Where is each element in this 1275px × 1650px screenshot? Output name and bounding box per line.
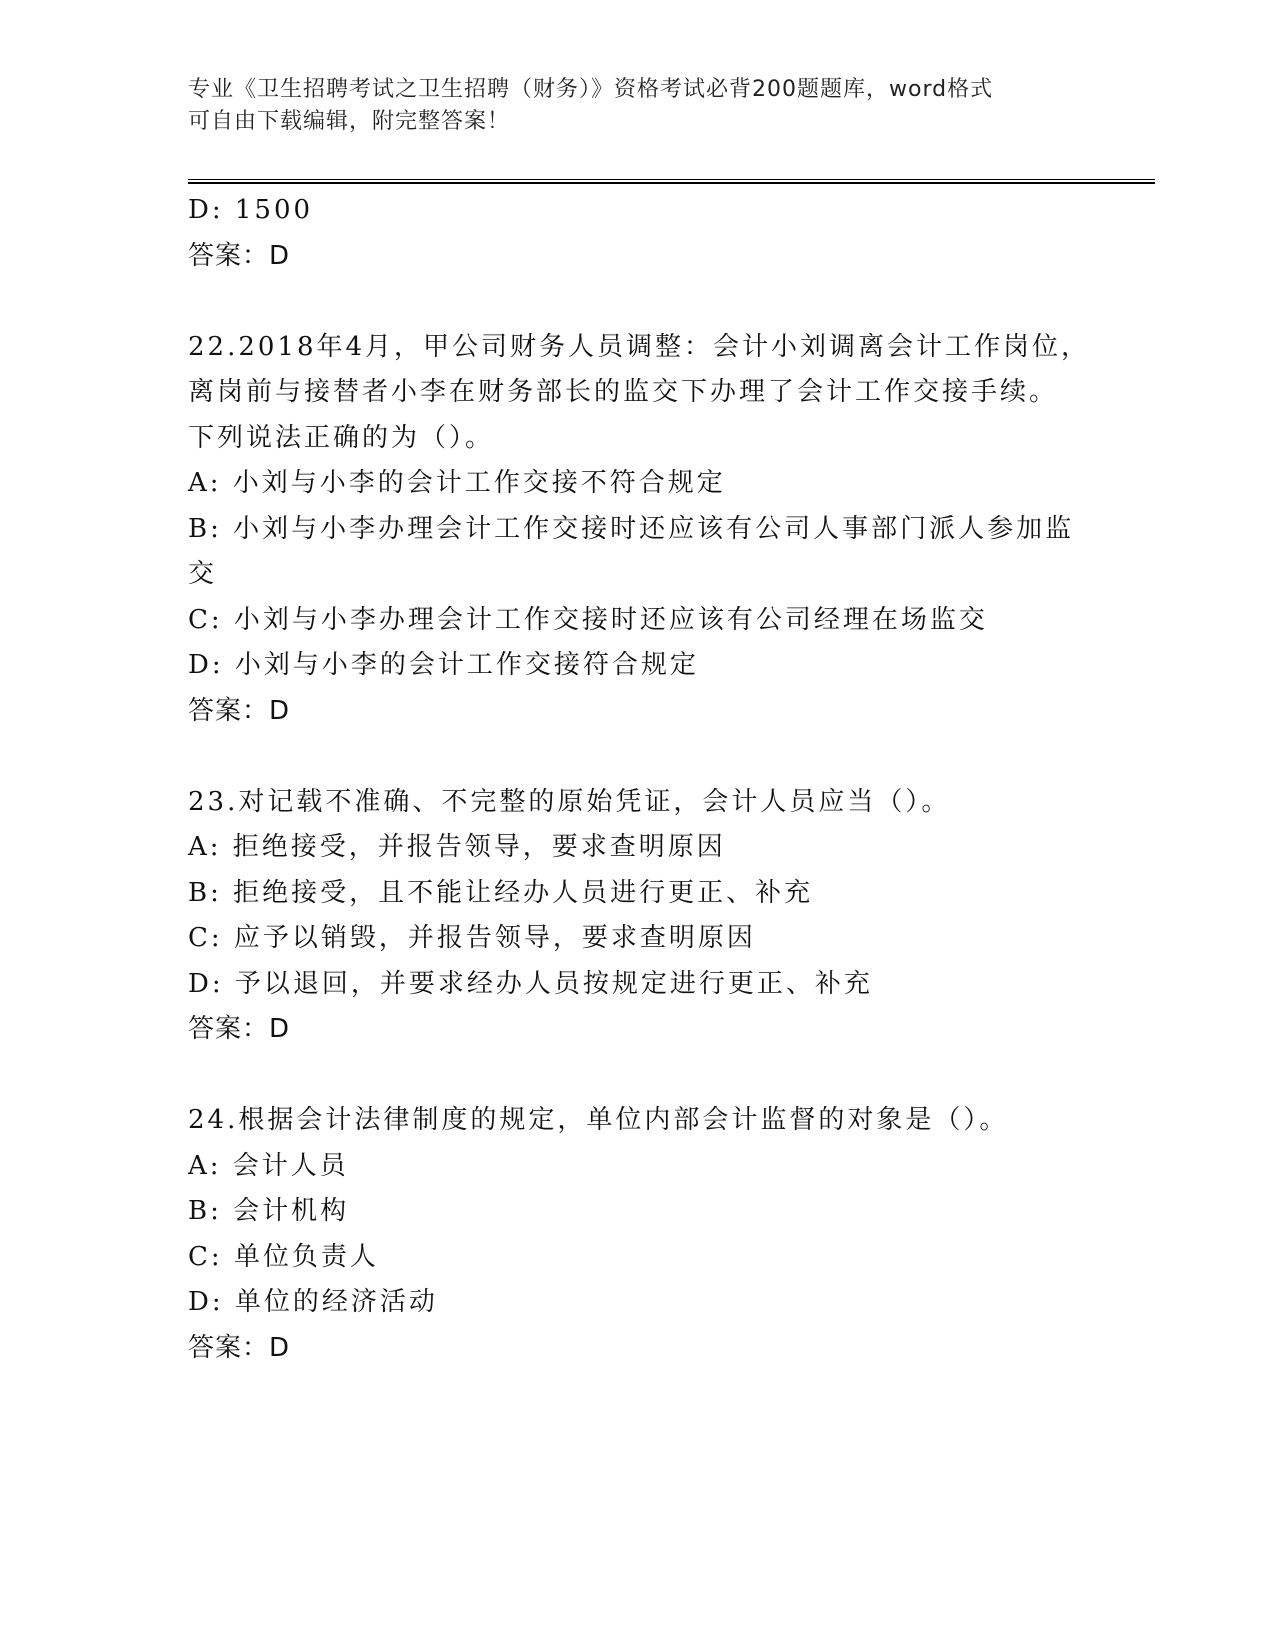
question-stem-line: 24.根据会计法律制度的规定，单位内部会计监督的对象是（）。	[188, 1105, 1009, 1135]
question-stem-line: 下列说法正确的为（）。	[188, 422, 495, 453]
question-option-a: A: 拒绝接受，并报告领导，要求查明原因	[188, 832, 726, 862]
previous-question-answer: 答案：D	[188, 240, 291, 271]
spacer	[188, 1053, 1088, 1099]
header-line-1: 专业《卫生招聘考试之卫生招聘（财务）》资格考试必背200题题库，word格式	[188, 77, 994, 102]
previous-question-option-d: D: 1500	[188, 195, 314, 225]
spacer	[188, 734, 1088, 780]
question-option-d: D: 予以退回，并要求经办人员按规定进行更正、补充	[188, 968, 873, 999]
question-option-a: A: 小刘与小李的会计工作交接不符合规定	[188, 468, 726, 498]
question-stem-line: 22.2018年4月，甲公司财务人员调整：会计小刘调离会计工作岗位，	[188, 331, 1091, 362]
document-header	[188, 74, 1088, 138]
question-option-b: B: 小刘与小李办理会计工作交接时还应该有公司人事部门派人参加监	[188, 513, 1075, 544]
spacer	[188, 279, 1088, 325]
question-option-c: C: 应予以销毁，并报告领导，要求查明原因	[188, 923, 756, 953]
question-23	[188, 780, 1088, 1053]
header-divider-thin	[188, 179, 1155, 180]
question-option-b: B: 拒绝接受，且不能让经办人员进行更正、补充	[188, 877, 814, 908]
question-option-d: D: 小刘与小李的会计工作交接符合规定	[188, 650, 699, 680]
header-divider-thick	[188, 182, 1155, 184]
question-answer: 答案：D	[188, 1332, 291, 1363]
question-option-b-continued: 交	[188, 559, 218, 589]
question-stem-line: 23.对记载不准确、不完整的原始凭证，会计人员应当（）。	[188, 786, 951, 817]
question-answer: 答案：D	[188, 1014, 291, 1044]
question-stem-line: 离岗前与接替者小李在财务部长的监交下办理了会计工作交接手续。	[188, 377, 1059, 407]
question-option-b: B: 会计机构	[188, 1196, 350, 1226]
question-answer: 答案：D	[188, 695, 291, 726]
question-option-c: C: 小刘与小李办理会计工作交接时还应该有公司经理在场监交	[188, 604, 988, 635]
question-option-a: A: 会计人员	[188, 1150, 349, 1181]
question-option-d: D: 单位的经济活动	[188, 1287, 438, 1317]
question-option-c: C: 单位负责人	[188, 1241, 379, 1272]
question-22	[188, 325, 1091, 735]
question-24	[188, 1098, 1088, 1371]
header-line-2: 可自由下载编辑，附完整答案！	[188, 109, 511, 134]
document-body	[188, 188, 1091, 1371]
